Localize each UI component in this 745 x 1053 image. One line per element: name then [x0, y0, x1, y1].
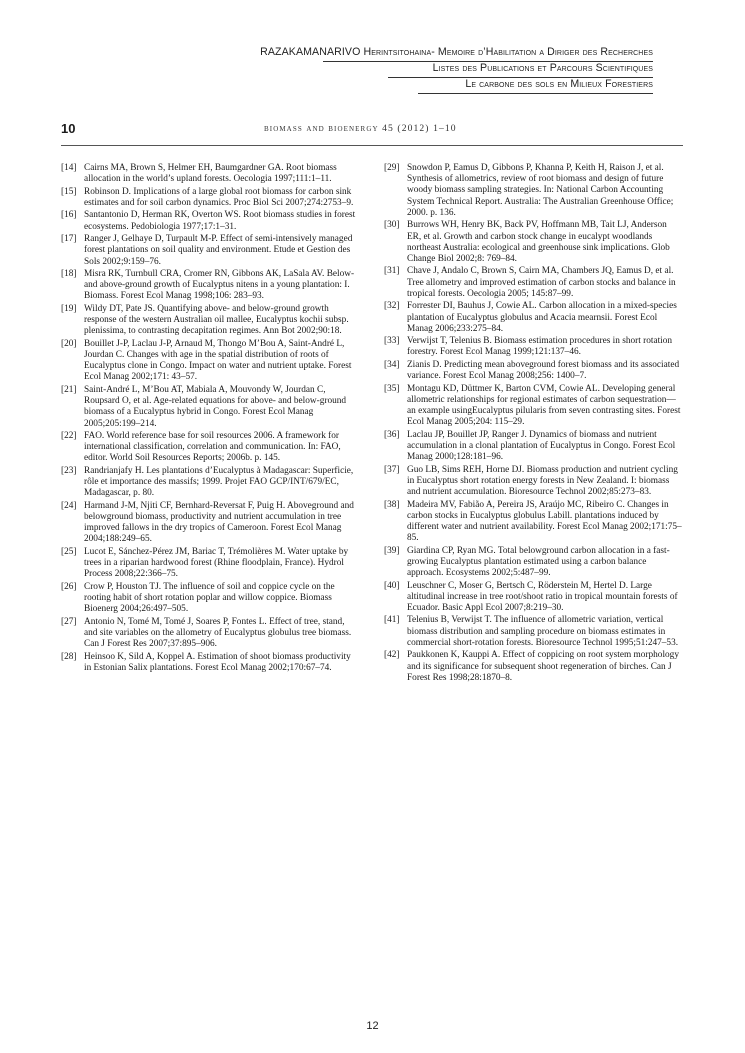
reference-text: Lucot E, Sánchez-Pérez JM, Bariac T, Trémolières M. Water uptake by trees in a riparian hardwood forest (Rhine floodplain, France). Hydrol Process 2008;22:366–75.: [84, 546, 349, 580]
references-left-column: [61, 163, 359, 675]
reference-text: Zianis D. Predicting mean aboveground forest biomass and its associated variance. Forest Ecol Manag 2008;256: 1400–7.: [407, 359, 680, 382]
reference-text: Burrows WH, Henry BK, Back PV, Hoffmann MB, Tait LJ, Anderson ER, et al. Growth and carbon stock change in eucalypt woodlands northeast Australia: ecological and greenhouse sink implications. Glob Change Biol 2002;8: 769–84.: [407, 220, 670, 264]
reference-text: Robinson D. Implications of a large global root biomass for carbon sink estimates and for soil carbon dynamics. Proc Biol Sci 2007;274:2753–9.: [84, 186, 354, 208]
reference-number: [39]: [384, 545, 400, 556]
reference-number: [40]: [384, 580, 400, 591]
reference-entry: [384, 581, 682, 615]
reference-number: [28]: [61, 651, 77, 662]
reference-number: [25]: [61, 546, 77, 557]
reference-entry: [61, 385, 359, 430]
reference-entry: [384, 301, 682, 335]
reference-text: Wildy DT, Pate JS. Quantifying above- and below-ground growth response of the western Australian oil mallee, Eucalyptus kochii subsp. plenissima, to contrasting decapitation regimes. Ann Bot 2002;90:18.: [84, 303, 349, 337]
reference-number: [23]: [61, 465, 77, 476]
reference-number: [27]: [61, 616, 77, 627]
reference-number: [14]: [61, 163, 77, 173]
reference-text: Chave J, Andalo C, Brown S, Cairn MA, Chambers JQ, Eamus D, et al. Tree allometry and improved estimation of carbon stocks and balance in tropical forests. Oecologia 2005; 145:87–99.: [407, 266, 676, 299]
reference-entry: [61, 187, 359, 209]
reference-number: [42]: [384, 650, 400, 661]
reference-text: Santantonio D, Herman RK, Overton WS. Root biomass studies in forest ecosystems. Pedobiologia 1977;17:1–31.: [84, 210, 356, 232]
reference-number: [22]: [61, 431, 77, 442]
reference-entry: [61, 547, 359, 581]
reference-entry: [61, 339, 359, 384]
reference-entry: [61, 617, 359, 651]
reference-entry: [384, 384, 682, 429]
reference-text: Madeira MV, Fabião A, Pereira JS, Araújo MC, Ribeiro C. Changes in carbon stocks in Eucalyptus globulus Labill. plantations induced by different water and nutrient availability. Forest Ecol Manag 2002;171:75–85.: [407, 499, 682, 544]
header-subtitle-line: Listes des Publications et Parcours Scientifiques: [432, 62, 653, 74]
reference-text: Forrester DI, Bauhus J, Cowie AL. Carbon allocation in a mixed-species plantation of Eucalyptus globulus and Acacia mearnsii. Forest Ecol Manag 2006;233:275–84.: [407, 301, 677, 334]
reference-text: FAO. World reference base for soil resources 2006. A framework for international classification, correlation and communication. In: FAO, editor. World Soil Resources Reports; 2006b. p. 145.: [84, 431, 341, 464]
reference-entry: [384, 360, 682, 382]
reference-number: [31]: [384, 266, 400, 277]
reference-entry: [61, 582, 359, 616]
reference-entry: [61, 501, 359, 546]
reference-entry: [61, 431, 359, 465]
reference-entry: [384, 546, 682, 580]
reference-number: [16]: [61, 210, 77, 221]
reference-text: Paukkonen K, Kauppi A. Effect of coppicing on root system morphology and its significance for subsequent shoot regeneration of birches. Can J Forest Res 1998;28:1870–8.: [407, 650, 679, 683]
reference-number: [36]: [384, 429, 400, 440]
reference-text: Bouillet J-P, Laclau J-P, Arnaud M, Thongo M’Bou A, Saint-André L, Jourdan C. Changes with age in the spatial distribution of roots of Eucalyptus clone in Congo. Impact on water and nutrient uptake. Forest Ecol Manag 2002;171: 43–57.: [84, 338, 352, 383]
reference-text: Giardina CP, Ryan MG. Total belowground carbon allocation in a fast-growing Eucalyptus plantation estimated using a carbon balance approach. Ecosystems 2002;5:487–99.: [407, 545, 670, 579]
reference-number: [34]: [384, 359, 400, 370]
reference-number: [15]: [61, 186, 77, 197]
reference-text: Antonio N, Tomé M, Tomé J, Soares P, Fontes L. Effect of tree, stand, and site variables on the allometry of Eucalyptus globulus tree biomass. Can J Forest Res 2007;37:895–906.: [84, 616, 352, 650]
reference-number: [17]: [61, 234, 77, 245]
reference-entry: [61, 269, 359, 303]
reference-text: Telenius B, Verwijst T. The influence of allometric variation, vertical biomass distribution and sampling procedure on biomass estimates in commercial short-rotation forests. Bioresource Technol 1995;51:247–53.: [407, 615, 679, 648]
reference-text: Leuschner C, Moser G, Bertsch C, Röderstein M, Hertel D. Large altitudinal increase in tree root/shoot ratio in tropical mountain forests of Ecuador. Basic Appl Ecol 2007;8:219–30.: [407, 580, 678, 613]
reference-number: [18]: [61, 269, 77, 280]
page-footer-number: 12: [366, 1020, 379, 1032]
reference-number: [20]: [61, 338, 77, 349]
reference-text: Randrianjafy H. Les plantations d’Eucalyptus à Madagascar: Superficie, rôle et importance des massifs; 1999. Projet FAO GCP/INT/679/EC, Madagascar, p. 80.: [84, 465, 354, 499]
reference-number: [41]: [384, 615, 400, 626]
reference-text: Verwijst T, Telenius B. Biomass estimation procedures in short rotation forestry. Forest Ecol Manag 1999;121:137–46.: [407, 336, 673, 358]
reference-entry: [61, 234, 359, 268]
reference-number: [30]: [384, 220, 400, 231]
reference-entry: [384, 220, 682, 265]
memoir-header: [260, 44, 653, 92]
reference-entry: [384, 336, 682, 358]
reference-entry: [384, 465, 682, 499]
reference-number: [29]: [384, 163, 400, 173]
journal-header-rule: [61, 145, 683, 146]
reference-entry: [384, 500, 682, 545]
reference-entry: [384, 430, 682, 464]
reference-entry: [61, 466, 359, 500]
reference-number: [38]: [384, 499, 400, 510]
reference-entry: [384, 266, 682, 300]
reference-number: [26]: [61, 581, 77, 592]
reference-entry: [61, 210, 359, 232]
journal-running-title: biomass and bioenergy 45 (2012) 1–10: [264, 123, 457, 134]
journal-page-number: 10: [61, 121, 76, 136]
header-section-line: Le carbone des sols en Milieux Forestiers: [465, 78, 653, 90]
reference-entry: [61, 652, 359, 674]
reference-text: Laclau JP, Bouillet JP, Ranger J. Dynamics of biomass and nutrient accumulation in a clonal plantation of Eucalyptus in Congo. Forest Ecol Manag 2000;128:181–96.: [407, 429, 676, 463]
header-rule-3: [418, 93, 653, 94]
reference-number: [35]: [384, 383, 400, 394]
reference-entry: [384, 615, 682, 649]
reference-entry: [384, 650, 682, 684]
reference-text: Cairns MA, Brown S, Helmer EH, Baumgardner GA. Root biomass allocation in the world’s upland forests. Oecologia 1997;111:1–11.: [84, 163, 337, 185]
references-right-column: [384, 163, 682, 685]
reference-text: Misra RK, Turnbull CRA, Cromer RN, Gibbons AK, LaSala AV. Below- and above-ground growth of Eucalyptus nitens in a young plantation: I. Biomass. Forest Ecol Manag 1998;106: 283–93.: [84, 269, 355, 302]
reference-text: Montagu KD, Düttmer K, Barton CVM, Cowie AL. Developing general allometric relationships for regional estimates of carbon sequestration—an example usingEucalyptus pilularis from seven contrasting sites. Forest Ecol Manag 2005;204: 115–29.: [407, 383, 681, 428]
reference-text: Harmand J-M, Njiti CF, Bernhard-Reversat F, Puig H. Aboveground and belowground biomass, productivity and nutrient accumulation in tree improved fallows in the dry tropics of Cameroon. Forest Ecol Manag 2004;188:249–65.: [84, 500, 354, 545]
reference-number: [19]: [61, 303, 77, 314]
reference-number: [33]: [384, 336, 400, 347]
reference-entry: [61, 304, 359, 338]
reference-entry: [384, 163, 682, 219]
reference-number: [21]: [61, 384, 77, 395]
reference-text: Snowdon P, Eamus D, Gibbons P, Khanna P, Keith H, Raison J, et al. Synthesis of allometrics, review of root biomass and design of future woody biomass sampling strategies. In: National Carbon Accounting System Technical Report. Australia: The Australian Greenhouse Office; 2000. p. 136.: [407, 163, 674, 218]
reference-text: Saint-André L, M’Bou AT, Mabiala A, Mouvondy W, Jourdan C, Roupsard O, et al. Age-related equations for above- and below-ground biomass of a Eucalyptus hybrid in Congo. Forest Ecol Manag 2005;205:199–214.: [84, 384, 347, 429]
reference-entry: [61, 163, 359, 185]
reference-text: Guo LB, Sims REH, Horne DJ. Biomass production and nutrient cycling in Eucalyptus short rotation energy forests in New Zealand. I: biomass and nutrient accumulation. Bioresource Technol 2002;85:273–83.: [407, 464, 678, 498]
reference-text: Ranger J, Gelhaye D, Turpault M-P. Effect of semi-intensively managed forest plantations on soil quality and environment. Etude et Gestion des Sols 2002;9:159–76.: [84, 234, 353, 267]
reference-text: Heinsoo K, Sild A, Koppel A. Estimation of shoot biomass productivity in Estonian Salix plantations. Forest Ecol Manag 2002;170:67–74.: [84, 651, 351, 673]
header-rule-2: [388, 77, 653, 78]
reference-number: [37]: [384, 464, 400, 475]
header-rule-1: [323, 61, 653, 62]
reference-number: [32]: [384, 301, 400, 312]
header-title-line: RAZAKAMANARIVO Herintsitohaina- Memoire d’Habilitation a Diriger des Recherches: [260, 46, 653, 58]
reference-number: [24]: [61, 500, 77, 511]
reference-text: Crow P, Houston TJ. The influence of soil and coppice cycle on the rooting habit of short rotation poplar and willow coppice. Biomass Bioenerg 2004;26:497–505.: [84, 581, 335, 615]
